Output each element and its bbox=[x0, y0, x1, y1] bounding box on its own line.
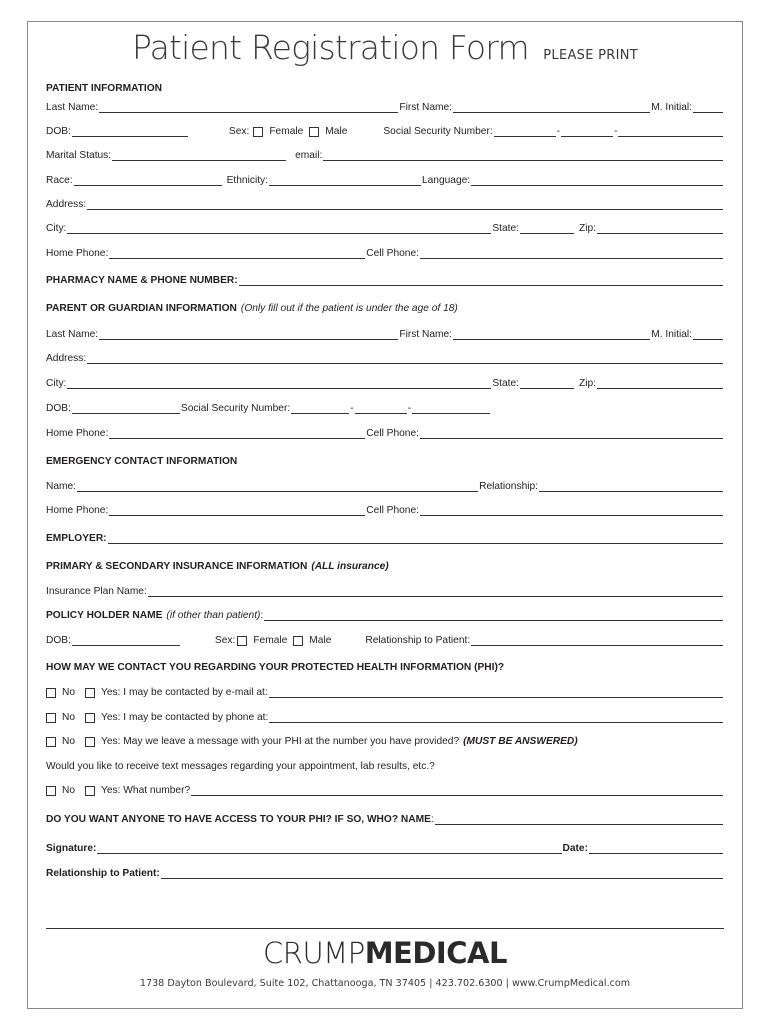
patient-race-field[interactable] bbox=[74, 176, 222, 186]
guardian-ssn-part2-field[interactable] bbox=[355, 404, 407, 414]
footer-divider bbox=[46, 928, 724, 929]
phi-section-heading: HOW MAY WE CONTACT YOU REGARDING YOUR PROTECTED HEALTH INFORMATION (PHI)? bbox=[46, 662, 505, 673]
form-header bbox=[28, 28, 742, 67]
patient-home-phone-field[interactable] bbox=[109, 249, 365, 259]
insurance-plan-field[interactable] bbox=[148, 587, 723, 597]
patient-section-heading: PATIENT INFORMATION bbox=[46, 83, 163, 94]
patient-language-field[interactable] bbox=[471, 176, 723, 186]
employer-row: EMPLOYER: bbox=[46, 530, 724, 544]
emergency-name-field[interactable] bbox=[77, 482, 478, 492]
phi-phone-row: No Yes: I may be contacted by phone at: bbox=[46, 709, 724, 723]
patient-marital-row: Marital Status: email: bbox=[46, 147, 724, 161]
phi-text-number-field[interactable] bbox=[191, 786, 723, 796]
phi-text-row: No Yes: What number? bbox=[46, 782, 724, 796]
signature-relationship-field[interactable] bbox=[161, 869, 723, 879]
signature-relationship-row: Relationship to Patient: bbox=[46, 865, 724, 879]
patient-address-row: Address: bbox=[46, 196, 724, 210]
phi-email-field[interactable] bbox=[269, 688, 723, 698]
patient-city-field[interactable] bbox=[67, 224, 491, 234]
patient-dob-field[interactable] bbox=[72, 127, 188, 137]
signature-row: Signature: Date: bbox=[46, 840, 724, 854]
patient-email-field[interactable] bbox=[323, 151, 723, 161]
patient-cell-phone-field[interactable] bbox=[420, 249, 723, 259]
guardian-dob-row: DOB: Social Security Number: - - bbox=[46, 400, 724, 414]
patient-male-checkbox[interactable] bbox=[309, 127, 319, 137]
insurance-section-heading: PRIMARY & SECONDARY INSURANCE INFORMATION (ALL insurance) bbox=[46, 561, 389, 572]
guardian-ssn-part1-field[interactable] bbox=[291, 404, 349, 414]
guardian-home-phone-field[interactable] bbox=[109, 429, 365, 439]
footer-address: 1738 Dayton Boulevard, Suite 102, Chattanooga, TN 37405 | 423.702.6300 | www.CrumpMedical.com bbox=[139, 978, 631, 989]
guardian-ssn-part3-field[interactable] bbox=[412, 404, 490, 414]
employer-field[interactable] bbox=[108, 534, 723, 544]
emergency-phone-row: Home Phone: Cell Phone: bbox=[46, 502, 724, 516]
phi-email-no-checkbox[interactable] bbox=[46, 688, 56, 698]
patient-marital-field[interactable] bbox=[112, 151, 286, 161]
phi-message-yes-checkbox[interactable] bbox=[85, 737, 95, 747]
phi-phone-field[interactable] bbox=[269, 713, 723, 723]
insurance-female-checkbox[interactable] bbox=[237, 636, 247, 646]
insurance-dob-field[interactable] bbox=[72, 636, 180, 646]
patient-dob-row: DOB: Sex: Female Male Social Security Number: - - bbox=[46, 123, 724, 137]
pharmacy-field[interactable] bbox=[239, 276, 723, 286]
phi-email-yes-checkbox[interactable] bbox=[85, 688, 95, 698]
patient-zip-field[interactable] bbox=[597, 224, 723, 234]
form-title: Patient Registration Form bbox=[131, 28, 529, 67]
insurance-male-checkbox[interactable] bbox=[293, 636, 303, 646]
guardian-address-field[interactable] bbox=[87, 354, 723, 364]
phi-text-question-row: Would you like to receive text messages regarding your appointment, lab results, etc.? bbox=[46, 761, 435, 772]
guardian-city-field[interactable] bbox=[67, 379, 491, 389]
patient-city-row: City: State: Zip: bbox=[46, 220, 724, 234]
patient-state-field[interactable] bbox=[520, 224, 574, 234]
insurance-relationship-field[interactable] bbox=[471, 636, 723, 646]
patient-ssn-part1-field[interactable] bbox=[494, 127, 556, 137]
phi-message-no-checkbox[interactable] bbox=[46, 737, 56, 747]
patient-race-row: Race: Ethnicity: Language: bbox=[46, 172, 724, 186]
phi-email-row: No Yes: I may be contacted by e-mail at: bbox=[46, 684, 724, 698]
crump-medical-logo: CRUMPMEDICAL bbox=[263, 936, 507, 970]
phi-access-name-field[interactable] bbox=[435, 815, 723, 825]
registration-form-page bbox=[27, 21, 743, 1009]
phi-text-no-checkbox[interactable] bbox=[46, 786, 56, 796]
patient-female-checkbox[interactable] bbox=[253, 127, 263, 137]
phi-phone-yes-checkbox[interactable] bbox=[85, 713, 95, 723]
guardian-zip-field[interactable] bbox=[597, 379, 723, 389]
guardian-last-name-field[interactable] bbox=[99, 330, 398, 340]
guardian-section-heading: PARENT OR GUARDIAN INFORMATION (Only fill out if the patient is under the age of 18) bbox=[46, 303, 458, 314]
pharmacy-row: PHARMACY NAME & PHONE NUMBER: bbox=[46, 272, 724, 286]
patient-ssn-part3-field[interactable] bbox=[618, 127, 723, 137]
phi-phone-no-checkbox[interactable] bbox=[46, 713, 56, 723]
guardian-first-name-field[interactable] bbox=[453, 330, 650, 340]
form-subtitle: PLEASE PRINT bbox=[543, 48, 639, 63]
phi-message-row: No Yes: May we leave a message with your PHI at the number you have provided? (MUST BE ANSWERED) bbox=[46, 733, 724, 747]
patient-ethnicity-field[interactable] bbox=[269, 176, 421, 186]
guardian-city-row: City: State: Zip: bbox=[46, 375, 724, 389]
insurance-dob-row: DOB: Sex: Female Male Relationship to Patient: bbox=[46, 632, 724, 646]
patient-phone-row: Home Phone: Cell Phone: bbox=[46, 245, 724, 259]
guardian-address-row: Address: bbox=[46, 350, 724, 364]
emergency-name-row: Name: Relationship: bbox=[46, 478, 724, 492]
guardian-phone-row: Home Phone: Cell Phone: bbox=[46, 425, 724, 439]
emergency-home-phone-field[interactable] bbox=[109, 506, 365, 516]
patient-first-name-field[interactable] bbox=[453, 103, 650, 113]
patient-ssn-part2-field[interactable] bbox=[561, 127, 613, 137]
guardian-middle-initial-field[interactable] bbox=[693, 330, 723, 340]
patient-address-field[interactable] bbox=[87, 200, 723, 210]
patient-last-name-field[interactable] bbox=[99, 103, 398, 113]
policy-holder-row: POLICY HOLDER NAME (if other than patient) : bbox=[46, 607, 724, 621]
guardian-name-row: Last Name: First Name: M. Initial: bbox=[46, 326, 724, 340]
phi-access-row: DO YOU WANT ANYONE TO HAVE ACCESS TO YOUR PHI? IF SO, WHO? NAME : bbox=[46, 811, 724, 825]
insurance-plan-row: Insurance Plan Name: bbox=[46, 583, 724, 597]
emergency-section-heading: EMERGENCY CONTACT INFORMATION bbox=[46, 456, 238, 467]
guardian-cell-phone-field[interactable] bbox=[420, 429, 723, 439]
emergency-cell-phone-field[interactable] bbox=[420, 506, 723, 516]
patient-name-row: Last Name: First Name: M. Initial: bbox=[46, 99, 724, 113]
policy-holder-field[interactable] bbox=[264, 611, 723, 621]
emergency-relationship-field[interactable] bbox=[539, 482, 723, 492]
signature-date-field[interactable] bbox=[589, 844, 723, 854]
signature-field[interactable] bbox=[97, 844, 561, 854]
phi-text-yes-checkbox[interactable] bbox=[85, 786, 95, 796]
guardian-dob-field[interactable] bbox=[72, 404, 180, 414]
patient-middle-initial-field[interactable] bbox=[693, 103, 723, 113]
guardian-state-field[interactable] bbox=[520, 379, 574, 389]
